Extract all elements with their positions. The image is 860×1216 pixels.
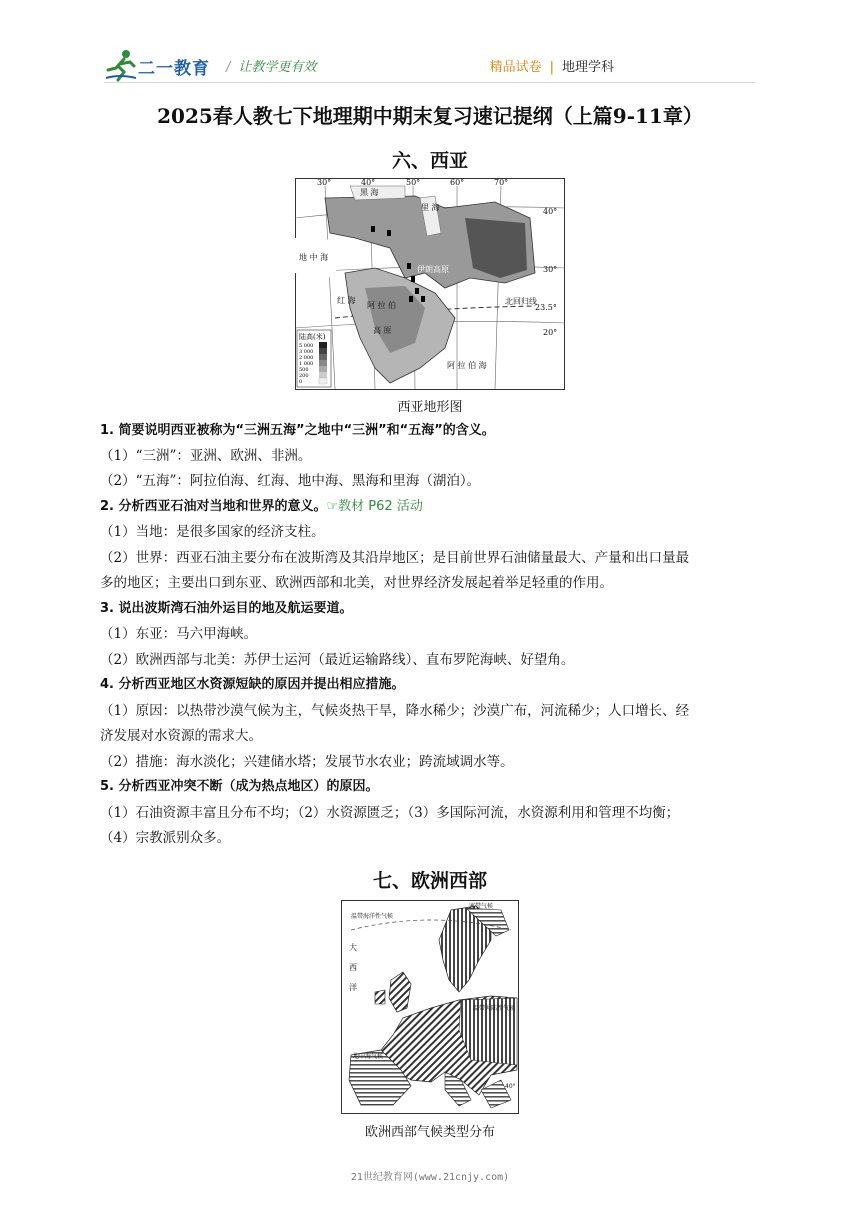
header-divider — [104, 82, 756, 83]
svg-text:70°: 70° — [494, 178, 509, 187]
svg-text:60°: 60° — [450, 178, 465, 187]
answer-5-2: （4）宗教派别众多。 — [100, 830, 231, 846]
svg-text:西: 西 — [349, 963, 357, 972]
question-5: 5. 分析西亚冲突不断（成为热点地区）的原因。 — [100, 779, 379, 794]
svg-text:地 中 海: 地 中 海 — [299, 253, 329, 262]
svg-text:0: 0 — [299, 379, 303, 385]
section-title-western-europe: 七、欧洲西部 — [372, 870, 487, 892]
answer-2-1: （1）当地：是很多国家的经济支柱。 — [100, 524, 325, 540]
svg-text:黑 海: 黑 海 — [360, 188, 379, 197]
document-title: 2025春人教七下地理期中期末复习速记提纲（上篇9-11章） — [157, 104, 703, 128]
page-header — [104, 48, 744, 84]
svg-text:红 海: 红 海 — [337, 296, 356, 305]
svg-text:200: 200 — [299, 373, 309, 379]
answer-2-2-cont: 多的地区；主要出口到东亚、欧洲西部和北美，对世界经济发展起着举足轻重的作用。 — [100, 575, 613, 591]
svg-text:大: 大 — [349, 943, 357, 952]
svg-text:2 000: 2 000 — [299, 355, 314, 361]
question-3: 3. 说出波斯湾石油外运目的地及航运要道。 — [100, 601, 353, 616]
answer-1-1: （1）“三洲”：亚洲、欧洲、非洲。 — [100, 448, 312, 464]
answer-2-2: （2）世界：西亚石油主要分布在波斯湾及其沿岸地区；是目前世界石油储量最大、产量和出口量最 — [100, 550, 690, 566]
textbook-reference: ☞教材 P62 活动 — [326, 499, 423, 514]
svg-text:洋: 洋 — [349, 983, 357, 992]
svg-text:40°: 40° — [505, 1083, 516, 1090]
svg-text:40°: 40° — [361, 178, 376, 187]
answer-3-2: （2）欧洲西部与北美：苏伊士运河（最近运输路线）、直布罗陀海峡、好望角。 — [100, 652, 575, 668]
svg-text:温带大陆性气候: 温带大陆性气候 — [473, 1005, 516, 1012]
svg-text:北回归线: 北回归线 — [505, 297, 537, 306]
svg-text:温带海洋性气候: 温带海洋性气候 — [351, 913, 394, 920]
svg-text:500: 500 — [299, 367, 309, 373]
svg-text:里 海: 里 海 — [421, 203, 440, 212]
map-caption-west-asia: 西亚地形图 — [397, 400, 463, 415]
map-caption-western-europe: 欧洲西部气候类型分布 — [364, 1125, 495, 1140]
answer-1-2: （2）“五海”：阿拉伯海、红海、地中海、黑海和里海（湖泊）。 — [100, 473, 481, 489]
answer-5-1: （1）石油资源丰富且分布不均；（2）水资源匮乏；（3）多国际河流，水资源利用和管理不均衡； — [100, 805, 680, 821]
svg-text:地中海气候: 地中海气候 — [353, 1053, 384, 1060]
atlantic-label — [349, 942, 357, 992]
svg-text:5 000: 5 000 — [299, 343, 314, 349]
runner-icon — [104, 48, 138, 82]
svg-text:23.5°: 23.5° — [535, 303, 557, 312]
answer-3-1: （1）东亚：马六甲海峡。 — [100, 626, 258, 642]
svg-text:30°: 30° — [317, 178, 332, 187]
svg-text:阿 拉 伯 海: 阿 拉 伯 海 — [447, 361, 487, 370]
svg-text:伊朗高原: 伊朗高原 — [417, 265, 449, 274]
svg-text:寒带气候: 寒带气候 — [469, 903, 494, 910]
svg-text:高 原: 高 原 — [373, 326, 392, 335]
svg-text:20°: 20° — [543, 328, 558, 337]
svg-text:50°: 50° — [406, 178, 421, 187]
answer-4-2: （2）措施：海水淡化；兴建储水塔；发展节水农业；跨流域调水等。 — [100, 754, 514, 770]
elevation-legend — [297, 330, 331, 387]
slogan: / 让教学更有效 — [226, 60, 317, 75]
section-title-west-asia: 六、西亚 — [391, 150, 468, 172]
brand-logo — [104, 48, 224, 82]
svg-text:30°: 30° — [543, 265, 558, 274]
west-asia-terrain-map — [295, 178, 565, 390]
svg-text:3 000: 3 000 — [299, 349, 314, 355]
question-2: 2. 分析西亚石油对当地和世界的意义。☞教材 P62 活动 — [100, 499, 423, 514]
svg-text:阿 拉 伯: 阿 拉 伯 — [367, 301, 397, 310]
logo-text: 二一教育 — [138, 59, 210, 79]
answer-4-1: （1）原因：以热带沙漠气候为主，气候炎热干旱，降水稀少；沙漠广布，河流稀少；人口增长、经 — [100, 703, 690, 719]
subject-tag: 精品试卷 | 地理学科 — [489, 60, 614, 75]
svg-text:陆高(米): 陆高(米) — [299, 333, 326, 341]
svg-text:40°: 40° — [543, 207, 558, 216]
answer-4-1-cont: 济发展对水资源的需求大。 — [100, 728, 262, 744]
question-4: 4. 分析西亚地区水资源短缺的原因并提出相应措施。 — [100, 677, 405, 692]
svg-text:1 000: 1 000 — [299, 361, 314, 367]
western-europe-climate-map — [341, 900, 519, 1114]
page-footer: 21世纪教育网(www.21cnjy.com) — [350, 1172, 510, 1183]
question-1: 1. 简要说明西亚被称为“三洲五海”之地中“三洲”和“五海”的含义。 — [100, 423, 495, 438]
